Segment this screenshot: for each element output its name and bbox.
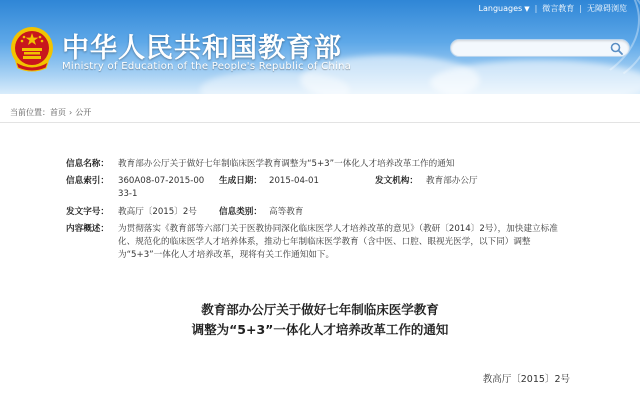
info-index-value: 360A08-07-2015-0033-1	[118, 176, 205, 199]
info-issuer-value: 教育部办公厅	[426, 176, 478, 186]
info-index-label: 信息索引：	[66, 176, 109, 186]
site-title[interactable]: 中华人民共和国教育部	[62, 33, 342, 64]
info-date-value: 2015-04-01	[269, 176, 319, 186]
info-category-value: 高等教育	[269, 207, 304, 217]
search-icon[interactable]	[610, 42, 623, 55]
info-row-name	[66, 158, 566, 172]
search-box	[450, 39, 630, 57]
top-links	[474, 3, 632, 14]
info-summary-value: 为贯彻落实《教育部等六部门关于医教协同深化临床医学人才培养改革的意见》（教研〔2014〕2号），加快建立标准化、规范化的临床医学人才培养体系，推动七年制临床医学教育（含中医、口腔、眼视光医学，以下同）调整为“5+3”一体化人才培养改革，现将有关工作通知如下。	[118, 224, 558, 260]
info-row-docno	[66, 206, 566, 220]
breadcrumb	[10, 107, 91, 118]
accessibility-link[interactable]: 无障碍浏览	[587, 4, 627, 13]
languages-link[interactable]	[474, 4, 535, 13]
info-docno-label: 发文字号：	[66, 207, 109, 217]
chevron-right-icon: ›	[69, 108, 73, 117]
info-table	[66, 158, 566, 266]
info-docno-value: 教高厅〔2015〕2号	[118, 207, 197, 217]
site-subtitle: Ministry of Education of the People's Republic of China	[62, 61, 352, 72]
document-title-line1: 教育部办公厅关于做好七年制临床医学教育	[201, 302, 439, 317]
divider	[0, 122, 640, 123]
info-name-value: 教育部办公厅关于做好七年制临床医学教育调整为“5+3”一体化人才培养改革工作的通知	[118, 159, 455, 169]
info-issuer-label: 发文机构：	[375, 176, 418, 186]
breadcrumb-label: 当前位置：	[10, 108, 50, 117]
link-separator: |	[534, 4, 538, 13]
info-row-index	[66, 175, 566, 203]
breadcrumb-public-link[interactable]: 公开	[75, 108, 92, 117]
document-number: 教高厅〔2015〕2号	[482, 374, 570, 385]
info-category-label: 信息类别：	[219, 207, 262, 217]
languages-link-label: Languages	[478, 4, 523, 13]
breadcrumb-home-link[interactable]: 首页	[50, 108, 66, 117]
chevron-down-icon: ▼	[524, 5, 530, 13]
info-summary-label: 内容概述：	[66, 224, 109, 234]
national-emblem-icon[interactable]	[10, 24, 54, 72]
info-name-label: 信息名称：	[66, 159, 109, 169]
document-title-line2: 调整为“5+3”一体化人才培养改革工作的通知	[191, 322, 449, 337]
search-input[interactable]	[451, 44, 601, 60]
info-row-summary	[66, 223, 566, 263]
link-separator: |	[579, 4, 582, 13]
weiyan-education-link[interactable]: 微言教育	[542, 4, 575, 13]
site-header	[0, 0, 640, 94]
info-date-label: 生成日期：	[219, 176, 262, 186]
